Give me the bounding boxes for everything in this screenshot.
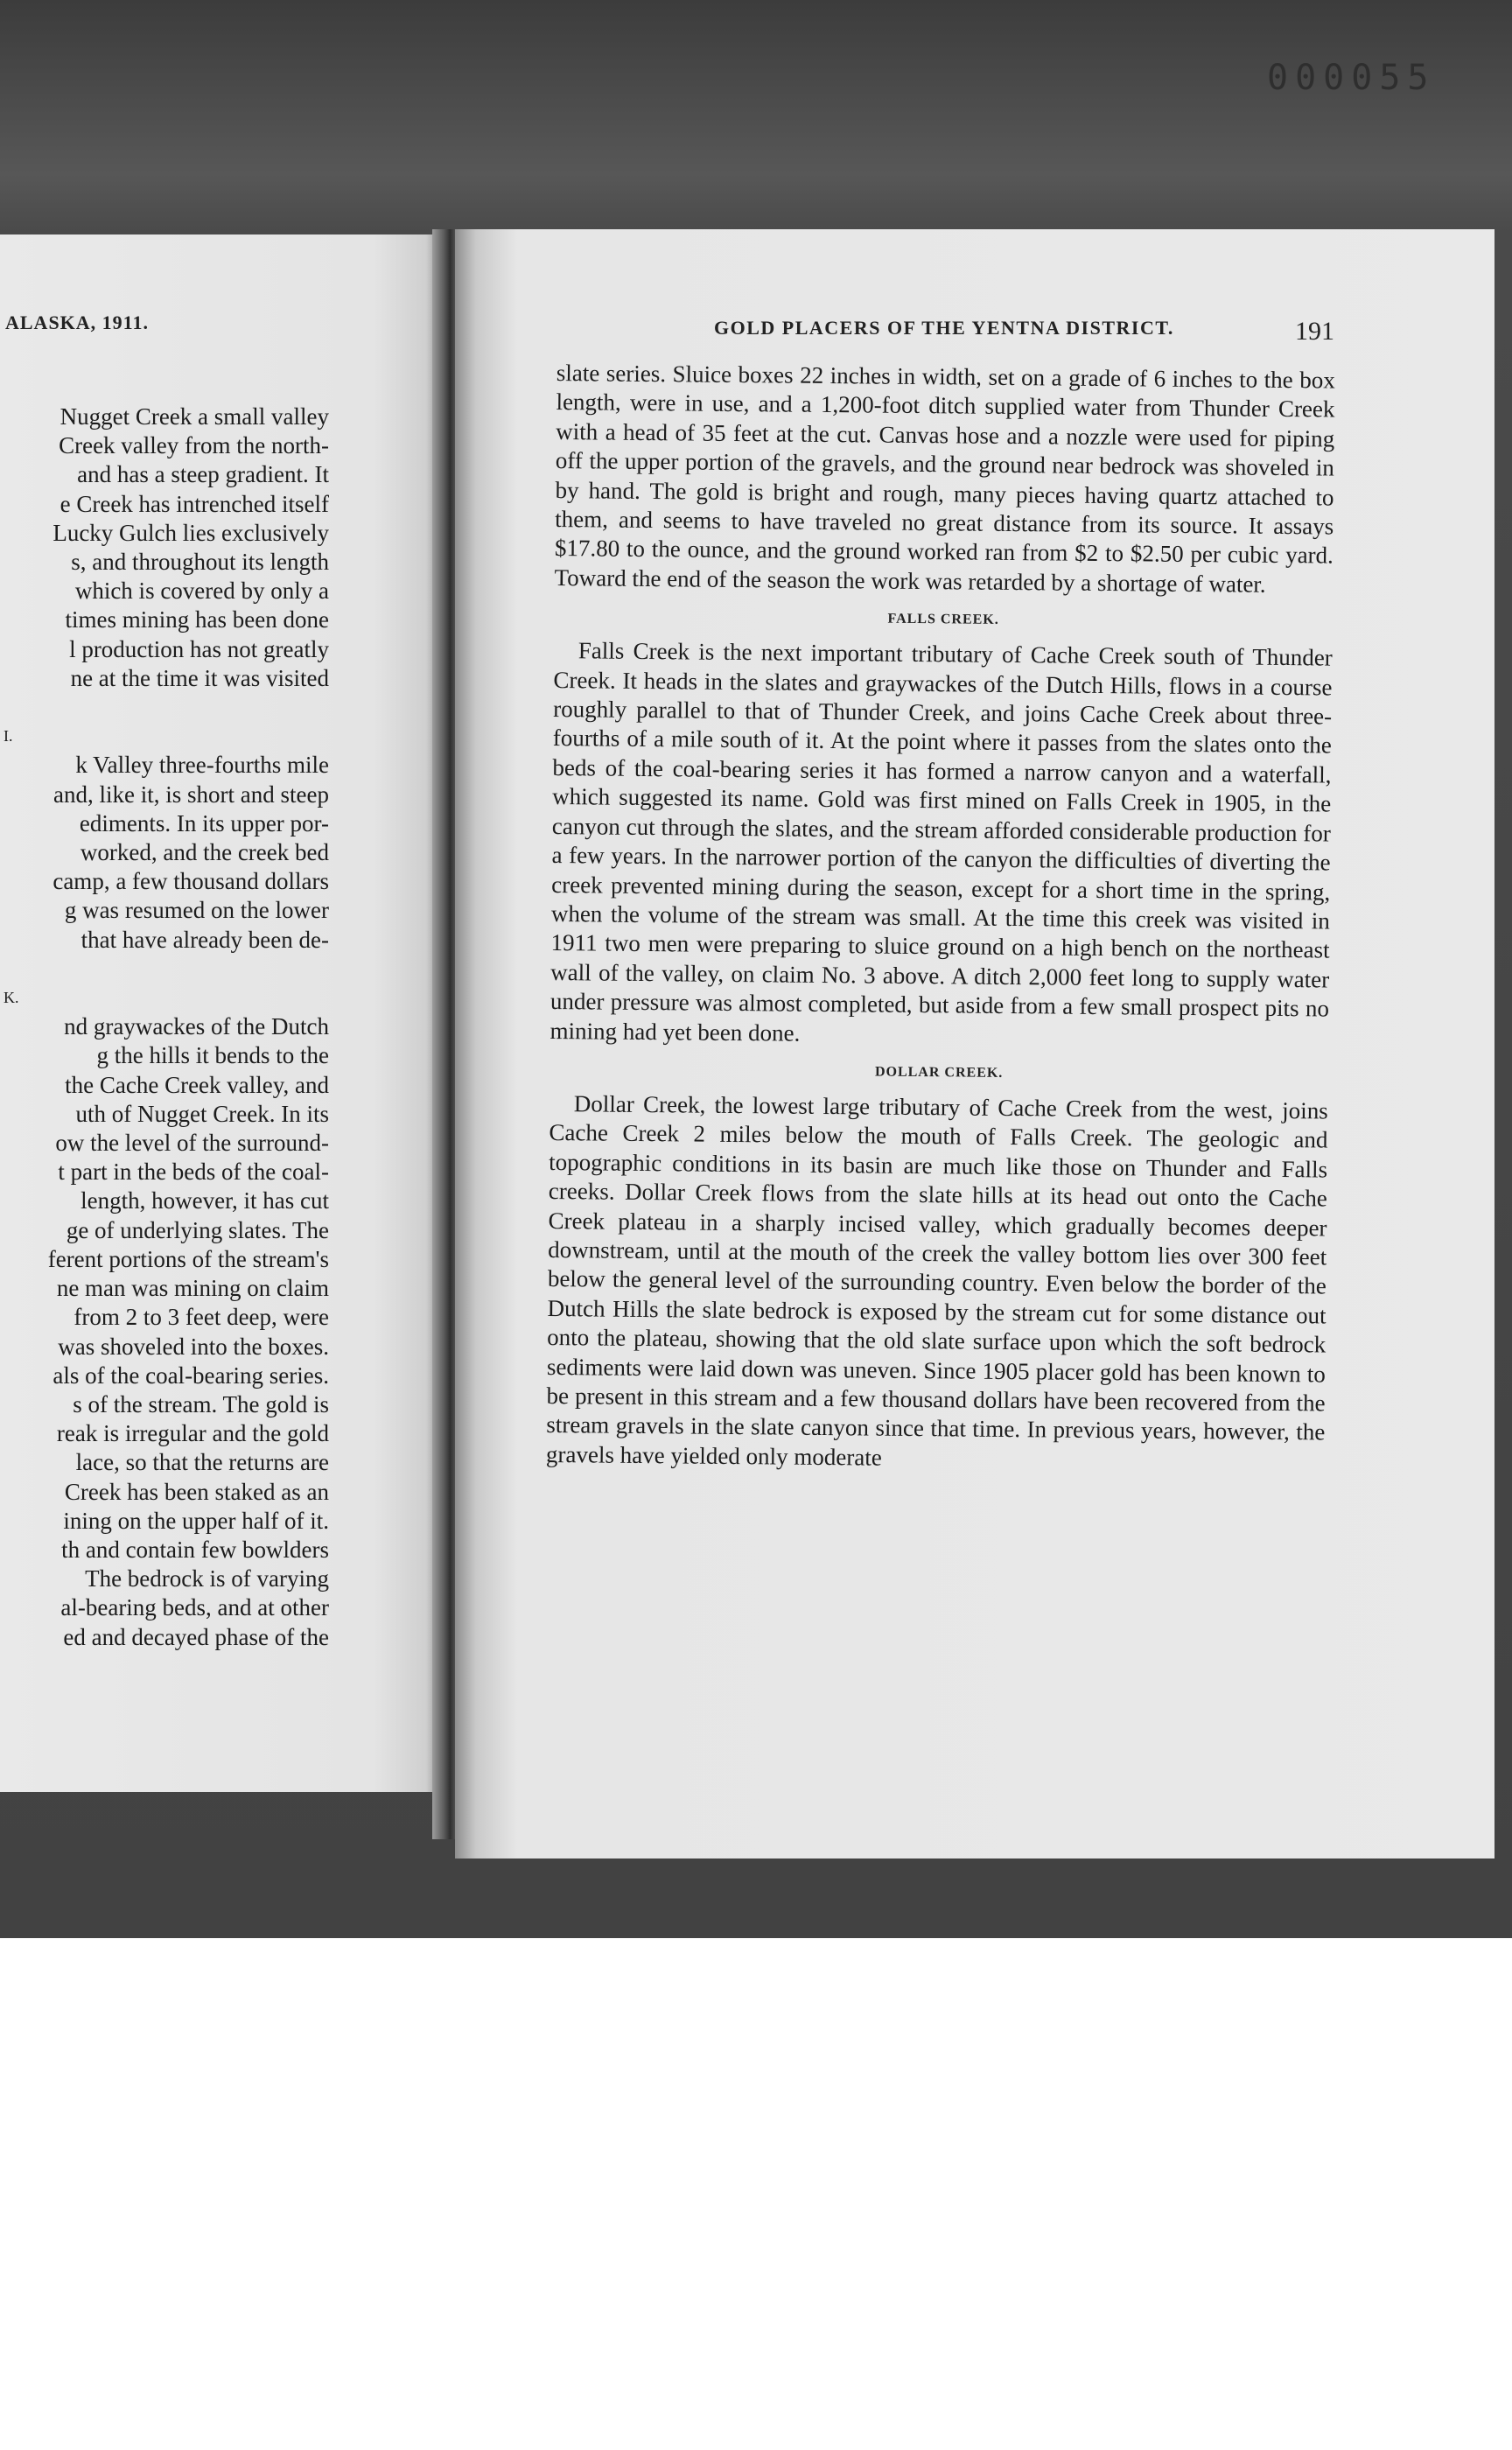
left-text-line: g the hills it bends to the <box>96 1042 329 1069</box>
paragraph-falls-creek: Falls Creek is the next important tributary of Cache Creek south of Thunder Creek. It heads in the slates and graywackes of the Dutch Hills, flows in a course roughly parallel to that of Thunder Creek, and joins Cache Creek about three-fourths of a mile south of it. At the point where it passes from the slates onto the beds of the coal-bearing series it has formed a narrow canyon and a waterfall, which suggested its name. Gold was first mined on Falls Creek in 1905, in the canyon cut through the slates, and the stream afforded considerable production for a few years. In the narrower portion of the canyon the difficulties of diverting the creek prevented mining during the season, except for a short time in the spring, when the volume of the stream was small. At the time this creek was visited in 1911 two men were preparing to sluice ground on a high bench on the northeast wall of the valley, on claim No. 3 above. A ditch 2,000 feet long to supply water under pressure was almost completed, but aside from a few small prospect pits no mining had yet been done. <box>550 637 1333 1046</box>
right-running-header: GOLD PLACERS OF THE YENTNA DISTRICT. <box>714 317 1174 339</box>
left-text-line: Creek valley from the north- <box>59 432 329 459</box>
left-text-line: lace, so that the returns are <box>75 1449 329 1476</box>
left-text-line: times mining has been done <box>65 606 329 634</box>
section-heading-dollar-creek: DOLLAR CREEK. <box>874 1064 1004 1081</box>
left-text-line: worked, and the creek bed <box>80 839 329 866</box>
left-text-line: which is covered by only a <box>74 578 329 605</box>
left-text-line: was shoveled into the boxes. <box>58 1333 329 1360</box>
right-page-body <box>546 359 1335 1477</box>
archive-stamp-number: 000055 <box>1267 58 1436 98</box>
left-text-line: reak is irregular and the gold <box>56 1420 329 1447</box>
paragraph-dollar-creek: Dollar Creek, the lowest large tributary of Cache Creek from the west, joins Cache Creek 2 miles below the mouth of Falls Creek. The geologic and topographic conditions in its basin are much like those on Thunder and Falls creeks. Dollar Creek flows from the slate hills at its head out onto the Cache Creek plateau in a sharply incised valley, which gradually becomes deeper downstream, until at the mouth of the creek the valley bottom lies over 300 feet below the general level of the surrounding country. Even below the border of the Dutch Hills the slate bedrock is exposed by the stream cut for some distance out onto the plateau, showing that the old slate surface upon which the soft bedrock sediments were laid down was uneven. Since 1905 placer gold has been known to be present in this stream and a few thousand dollars have been recovered from the stream gravels in the slate canyon since that time. In previous years, however, the gravels have yielded only moderate <box>545 1090 1328 1471</box>
left-text-line: that have already been de- <box>80 926 329 953</box>
left-text-line: th and contain few bowlders <box>61 1536 329 1563</box>
left-text-line: ow the level of the surround- <box>55 1130 329 1157</box>
left-text-line: al-bearing beds, and at other <box>60 1594 329 1621</box>
left-text-line: Nugget Creek a small valley <box>60 403 329 430</box>
left-text-line: ediments. In its upper por- <box>79 809 329 836</box>
left-text-line: k Valley three-fourths mile <box>75 752 329 779</box>
left-text-line: length, however, it has cut <box>80 1187 329 1214</box>
left-text-line: als of the coal-bearing series. <box>52 1362 329 1389</box>
left-text-line: the Cache Creek valley, and <box>65 1071 329 1098</box>
left-text-line: nd graywackes of the Dutch <box>64 1013 329 1040</box>
page-number: 191 <box>1295 317 1334 346</box>
cut-off-heading-fragment: I. <box>4 727 13 746</box>
left-text-line: ne at the time it was visited <box>70 664 329 691</box>
left-text-line: camp, a few thousand dollars <box>52 868 329 895</box>
left-text-line: s of the stream. The gold is <box>73 1390 329 1418</box>
left-text-line: ne man was mining on claim <box>56 1275 329 1302</box>
left-text-line: ferent portions of the stream's <box>47 1245 329 1272</box>
section-heading-falls-creek: FALLS CREEK. <box>887 611 999 628</box>
left-running-header: ALASKA, 1911. <box>5 312 149 333</box>
left-text-line: ge of underlying slates. The <box>66 1216 329 1243</box>
left-text-line: ining on the upper half of it. <box>63 1507 329 1534</box>
left-text-line: uth of Nugget Creek. In its <box>75 1100 329 1127</box>
left-text-line: g was resumed on the lower <box>64 897 329 924</box>
left-page-text-column <box>0 402 329 1680</box>
left-text-line: e Creek has intrenched itself <box>60 490 329 517</box>
left-text-line <box>0 955 329 984</box>
left-text-line: Creek has been staked as an <box>64 1478 329 1505</box>
left-text-line: s, and throughout its length <box>71 549 329 576</box>
left-text-line: t part in the beds of the coal- <box>58 1158 329 1186</box>
left-text-line <box>0 693 329 722</box>
paragraph-slate-series: slate series. Sluice boxes 22 inches in width, set on a grade of 6 inches to the box length, were in use, and a 1,200-foot ditch supplied water from Thunder Creek with a head of 35 feet at the cut. Canvas hose and a nozzle were used for piping off the upper portion of the gravels, and the ground near bedrock was shoveled in by hand. The gold is bright and rough, many pieces having quartz attached to them, and seems to have traveled no great distance from its source. It assays $17.80 to the ounce, and the ground worked ran from $2 to $2.50 per cubic yard. Toward the end of the season the work was retarded by a shortage of water. <box>554 359 1335 598</box>
left-text-line: The bedrock is of varying <box>85 1565 329 1592</box>
left-text-line: from 2 to 3 feet deep, were <box>74 1304 329 1331</box>
left-text-line: and has a steep gradient. It <box>77 461 329 488</box>
cut-off-heading-fragment: K. <box>4 989 19 1007</box>
left-text-line: and, like it, is short and steep <box>53 780 329 808</box>
left-text-line: l production has not greatly <box>69 635 329 662</box>
left-text-line: Lucky Gulch lies exclusively <box>52 519 329 546</box>
left-text-line: ed and decayed phase of the <box>63 1623 329 1650</box>
